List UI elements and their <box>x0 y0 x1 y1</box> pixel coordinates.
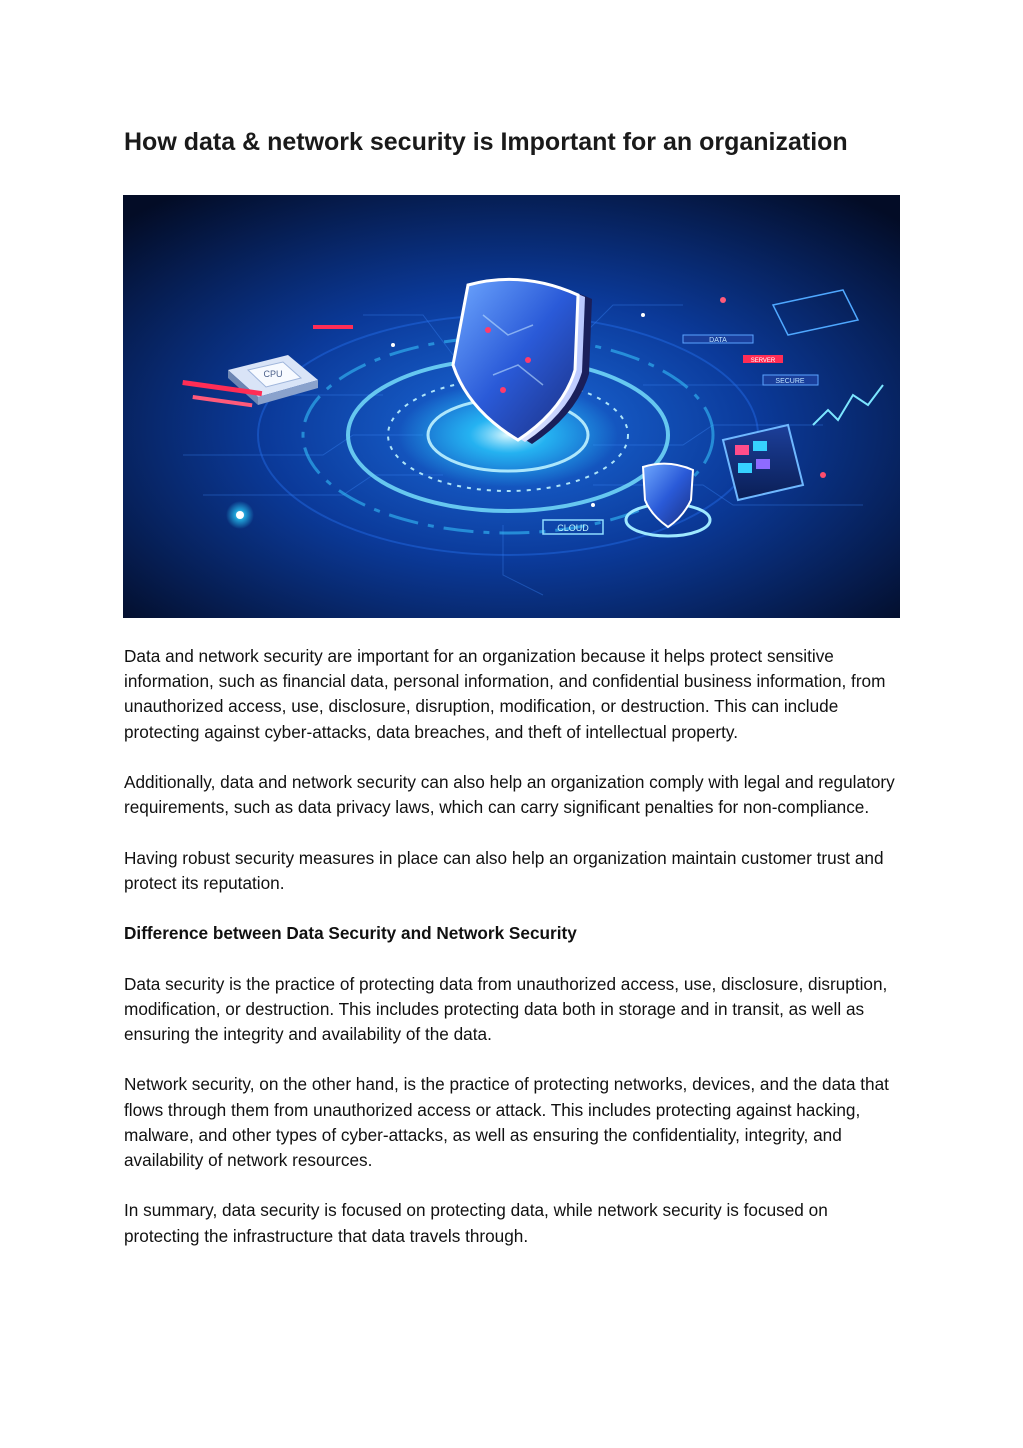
hero-image <box>123 195 900 618</box>
intro-paragraph: Data and network security are important for an organization because it helps protect sensitive information, such as financial data, personal information, and confidential business information, from unauthorized access, use, disclosure, disruption, modification, or destruction. This can include protecting against cyber-attacks, data breaches, and theft of intellectual property. <box>124 646 886 742</box>
svg-text:DATA: DATA <box>709 337 727 344</box>
svg-text:SECURE: SECURE <box>775 378 805 385</box>
cyber-security-illustration <box>123 195 900 618</box>
section-heading: Difference between Data Security and Network Security <box>124 923 577 944</box>
svg-text:SERVER: SERVER <box>750 358 776 364</box>
trust-paragraph: Having robust security measures in place can also help an organization maintain customer trust and protect its reputation. <box>124 847 884 893</box>
svg-text:CPU: CPU <box>263 369 283 379</box>
article-body <box>124 644 904 1274</box>
compliance-paragraph: Additionally, data and network security can also help an organization comply with legal and regulatory requirements, such as data privacy laws, which can carry significant penalties for non-compliance. <box>124 772 895 818</box>
svg-text:CLOUD: CLOUD <box>557 523 589 533</box>
network-security-paragraph: Network security, on the other hand, is the practice of protecting networks, devices, and the data that flows through them from unauthorized access or attack. This includes protecting against hacking, malware, and other types of cyber-attacks, as well as ensuring the confidentiality, integrity, and availability of network resources. <box>124 1074 889 1170</box>
page-title: How data & network security is Important for an organization <box>124 128 848 156</box>
summary-paragraph: In summary, data security is focused on protecting data, while network security is focused on protecting the infrastructure that data travels through. <box>124 1200 828 1246</box>
data-security-paragraph: Data security is the practice of protecting data from unauthorized access, use, disclosure, disruption, modification, or destruction. This includes protecting data both in storage and in transit, as well as ensuring the integrity and availability of the data. <box>124 973 888 1044</box>
